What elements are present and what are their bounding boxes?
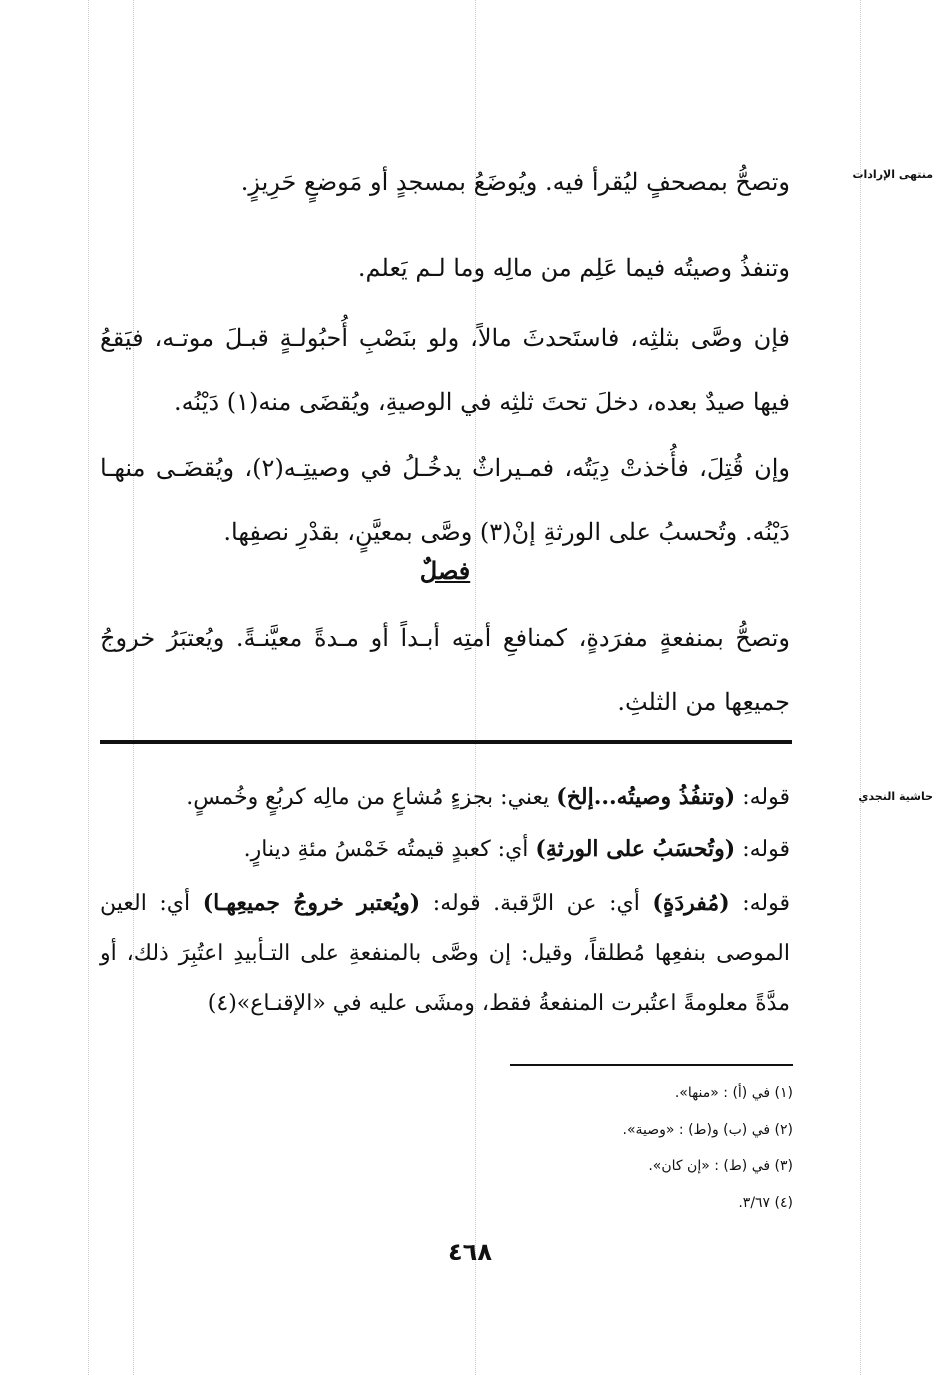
section-heading: فصلٌ (419, 556, 471, 585)
footnote-divider (510, 1064, 793, 1066)
section-paragraph: وتصحُّ بمنفعةٍ مفرَدةٍ، كمنافعِ أمتِه أبـداً أو مـدةً معيَّنـةً. ويُعتبَرُ خروجُ جميعِها من الثلثِ. (100, 624, 790, 716)
hashiya-qawluh: قوله: (735, 785, 790, 810)
matn-paragraph-2: وتنفذُ وصيتُه فيما عَلِم من مالِه وما لـم يَعلم. (357, 254, 790, 282)
hashiya-keyword: (وتنفُذُ وصيتُه...إلخ) (556, 784, 736, 810)
hashiya-comment: أي: عن الرَّقبة. قوله: (420, 891, 653, 916)
hashiya-comment: يعني: بجزءٍ مُشاعٍ من مالِه كربُعٍ وخُمسٍ. (186, 785, 557, 810)
hashiya-paragraph-3 (100, 878, 790, 1029)
hashiya-line-2 (100, 824, 790, 875)
footnote-1: (١) في (أ) : «منها». (674, 1085, 793, 1101)
hashiya-comment: أي: كعبدٍ قيمتُه خَمْسُ مئةِ دينارٍ. (243, 837, 536, 862)
margin-label-hashiya: حاشية النجدي (858, 790, 933, 803)
footnote-3: (٣) في (ط) : «إن كان». (648, 1158, 793, 1174)
hashiya-qawluh: قوله: (729, 891, 790, 916)
hashiya-qawluh: قوله: (735, 837, 790, 862)
hashiya-keyword: (وتُحسَبُ على الورثةِ) (535, 836, 736, 862)
footnote-4: (٤) ٣/٦٧. (738, 1195, 793, 1211)
matn-paragraph-1: وتصحُّ بمصحفٍ ليُقرأ فيه. ويُوضَعُ بمسجدٍ أو مَوضعٍ حَرِيزٍ. (240, 168, 790, 196)
page-number: ٤٦٨ (448, 1238, 492, 1266)
margin-label-matn: منتهى الإرادات (852, 168, 933, 181)
matn-paragraph-4: وإن قُتِلَ، فأُخذتْ دِيَتُه، فمـيراثٌ يدخُـلُ في وصيتِـه(٢)، ويُقضَـى منهـا دَيْنُه. وتُحسبُ على الورثةِ إنْ(٣) وصَّى بمعيَّنٍ، بقدْرِ نصفِها. (100, 454, 790, 546)
hashiya-keyword: (ويُعتبر خروجُ جميعِهـا) (202, 890, 421, 916)
matn-hashiya-divider (100, 740, 792, 744)
hashiya-keyword: (مُفردَةٍ) (652, 890, 730, 916)
matn-paragraph-3: فإن وصَّى بثلثِه، فاستَحدثَ مالاً، ولو بنَصْبِ أُحبُولـةٍ قبـلَ موتـه، فيَقعُ فيها صيدٌ بعده، دخلَ تحتَ ثلثِه في الوصيةِ، ويُقضَى منه(١) دَيْنُه. (100, 324, 790, 416)
guide-line (88, 0, 89, 1375)
footnote-2: (٢) في (ب) و(ط) : «وصية». (622, 1122, 793, 1138)
hashiya-line-1 (100, 772, 790, 823)
guide-line (860, 0, 861, 1375)
hashiya-comment: أي: العين الموصى بنفعِها مُطلقاً، وقيل: إن وصَّى بالمنفعةِ على التـأبيدِ اعتُبِرَ ذلك، أو مدَّةً معلومةً اعتُبرت المنفعةُ فقط، ومشَى عليه في «الإقنـاع»(٤) (100, 891, 790, 1016)
